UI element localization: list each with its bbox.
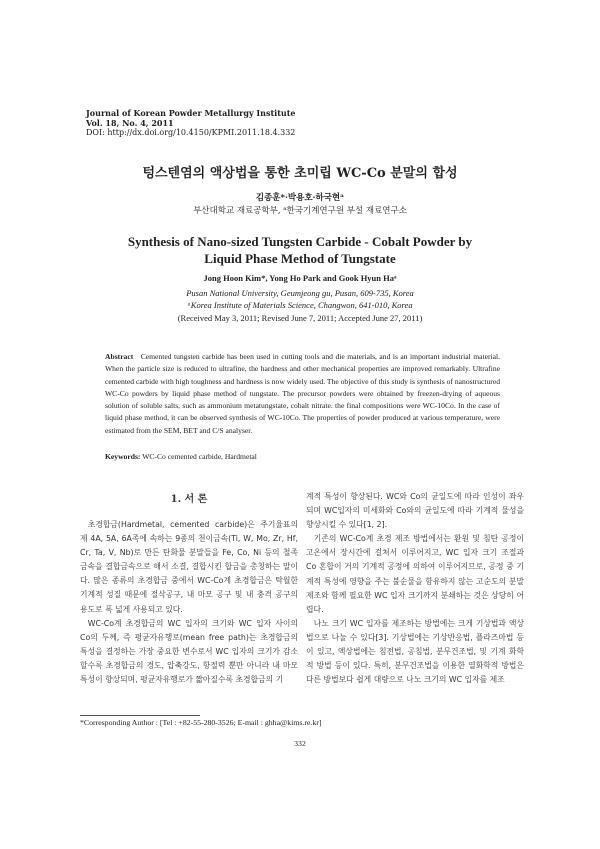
received-dates: (Received May 3, 2011; Revised June 7, 2011; Accepted June 27, 2011) (177, 313, 423, 323)
keywords-label: Keywords: (105, 452, 141, 461)
body-paragraph: 계적 특성이 향상된다. WC와 Co의 균일도에 따라 인성이 좌우되며 WC입자의 미세화와 Co와의 균일도에 따라 기계적 물성을 향상시킬 수 있다[1, 2]. (306, 492, 524, 530)
page-number: 332 (294, 739, 306, 748)
body-paragraph: WC-Co계 초경합금의 WC 입자의 크기와 WC 입자 사이의 Co의 두께, 즉 평균자유행로(mean free path)는 초경합금의 특성을 결정하는 가장 중요한 변수로서 WC 입자의 크기가 감소할수록 초경합금의 경도, 압축강도, 항절력 뿐만 아니라 내 마모특성이 향상되며, 평균자유행로가 짧아질수록 초경합금의 기 (80, 618, 298, 685)
journal-volume: Vol. 18, No. 4, 2011 (86, 118, 174, 128)
body-paragraph: 초경합금(Hardmetal, cemented carbide)은 주기율표의 제 4A, 5A, 6A족에 속하는 9종의 천이금속(Ti, W, Mo, Zr, Hf, Cr, Ta, V, Nb)로 만든 탄화물 분말들을 Fe, Co, Ni 등의 철족 금속을 결합금속으로 해서 소결, 결합시킨 합금을 총칭하는 말이다. 많은 종류의 초경합금 중에서 WC-Co계 초경합금은 탁월한 기계적 성질 때문에 절삭공구, 내 마모 공구 및 내 충격 공구의 용도로 폭 넓게 사용되고 있다. (80, 520, 298, 614)
body-paragraph: 기존의 WC-Co계 초경 제조 방법에서는 환원 및 침탄 공정이 고온에서 장시간에 걸쳐서 이루어지고, WC 입자 크기 조절과 Co 혼합이 거의 기계적 공정에 의하여 이루어지므로, 공정 중 기계적 특성에 영향을 주는 불순물을 함유하지 않는 고순도의 분말 제조와 함께 필요한 WC 입자 크기까지 분쇄하는 것은 상당히 어렵다. (306, 534, 524, 614)
authors-english: Jong Hoon Kim*, Yong Ho Park and Gook Hyun Haᵃ (203, 273, 397, 283)
authors-korean: 김종훈*·박용호·하국현ᵃ (255, 193, 345, 203)
section-heading: 1. 서 론 (170, 494, 208, 505)
title-english-line: Synthesis of Nano-sized Tungsten Carbide - Cobalt Powder by (127, 234, 473, 249)
corresponding-author-footnote: *Corresponding Author : [Tel : +82-55-280-3526; E-mail : ghha@kims.re.kr] (80, 718, 322, 727)
affiliation-korean: 부산대학교 재료공학부, ᵃ한국기계연구원 부설 재료연구소 (193, 206, 407, 216)
keywords-text: WC-Co cemented carbide, Hardmetal (142, 452, 257, 461)
right-column (306, 490, 524, 687)
title-english-line: Liquid Phase Method of Tungstate (204, 251, 396, 266)
abstract-text: Cemented tungsten carbide has been used in cutting tools and die materials, and is an important industrial material. When the particle size is reduced to ultrafine, the hardness and other mechanical properties are improved remarkably. Ultrafine cemented carbide with high toughness and hardness is now widely used. The objective of this study is synthesis of nanostructured WC-Co powders by liquid phase method of tungstate. The precursor powders were obtained by freezen-drying of aqueous solution of soluble salts, such as ammonium metatungstate, cobalt nitrate. the final compositions were WC-10Co. In the case of liquid phase method, it can be observed synthesis of WC-10Co. The properties of powder produced at various temperature, were estimated from the SEM, BET and C/S analyser. (105, 352, 500, 435)
journal-name: Journal of Korean Powder Metallurgy Institute (86, 108, 296, 118)
keywords (105, 452, 500, 461)
left-column (80, 490, 298, 687)
journal-doi[interactable]: DOI: http://dx.doi.org/10.4150/KPMI.2011.18.4.332 (86, 128, 296, 137)
affiliations-english (0, 287, 600, 311)
journal-header (86, 108, 296, 138)
footnote-rule (80, 715, 200, 716)
abstract (105, 351, 500, 437)
abstract-label: Abstract (105, 352, 134, 361)
affiliation-english-line: ᵃKorea Institute of Materials Science, Changwon, 641-010, Korea (187, 300, 413, 310)
body-paragraph: 나노 크기 WC 입자를 제조하는 방법에는 크게 기상법과 액상법으로 나눌 수 있다[3]. 기상법에는 기상반응법, 플라즈마법 등이 있고, 액상법에는 침전법, 공침법, 분무건조법, 및 기계 화학적 방법 등이 있다. 특히, 분무건조법을 이용한 열화학적 방법은 다른 방법보다 쉽게 대량으로 나노 크기의 WC 입자를 제조 (306, 618, 524, 685)
title-korean: 텅스텐염의 액상법을 통한 초미립 WC-Co 분말의 합성 (142, 166, 458, 181)
affiliation-english-line: Pusan National University, Geumjeong gu, Pusan, 609-735, Korea (186, 288, 414, 298)
title-english (60, 233, 540, 267)
